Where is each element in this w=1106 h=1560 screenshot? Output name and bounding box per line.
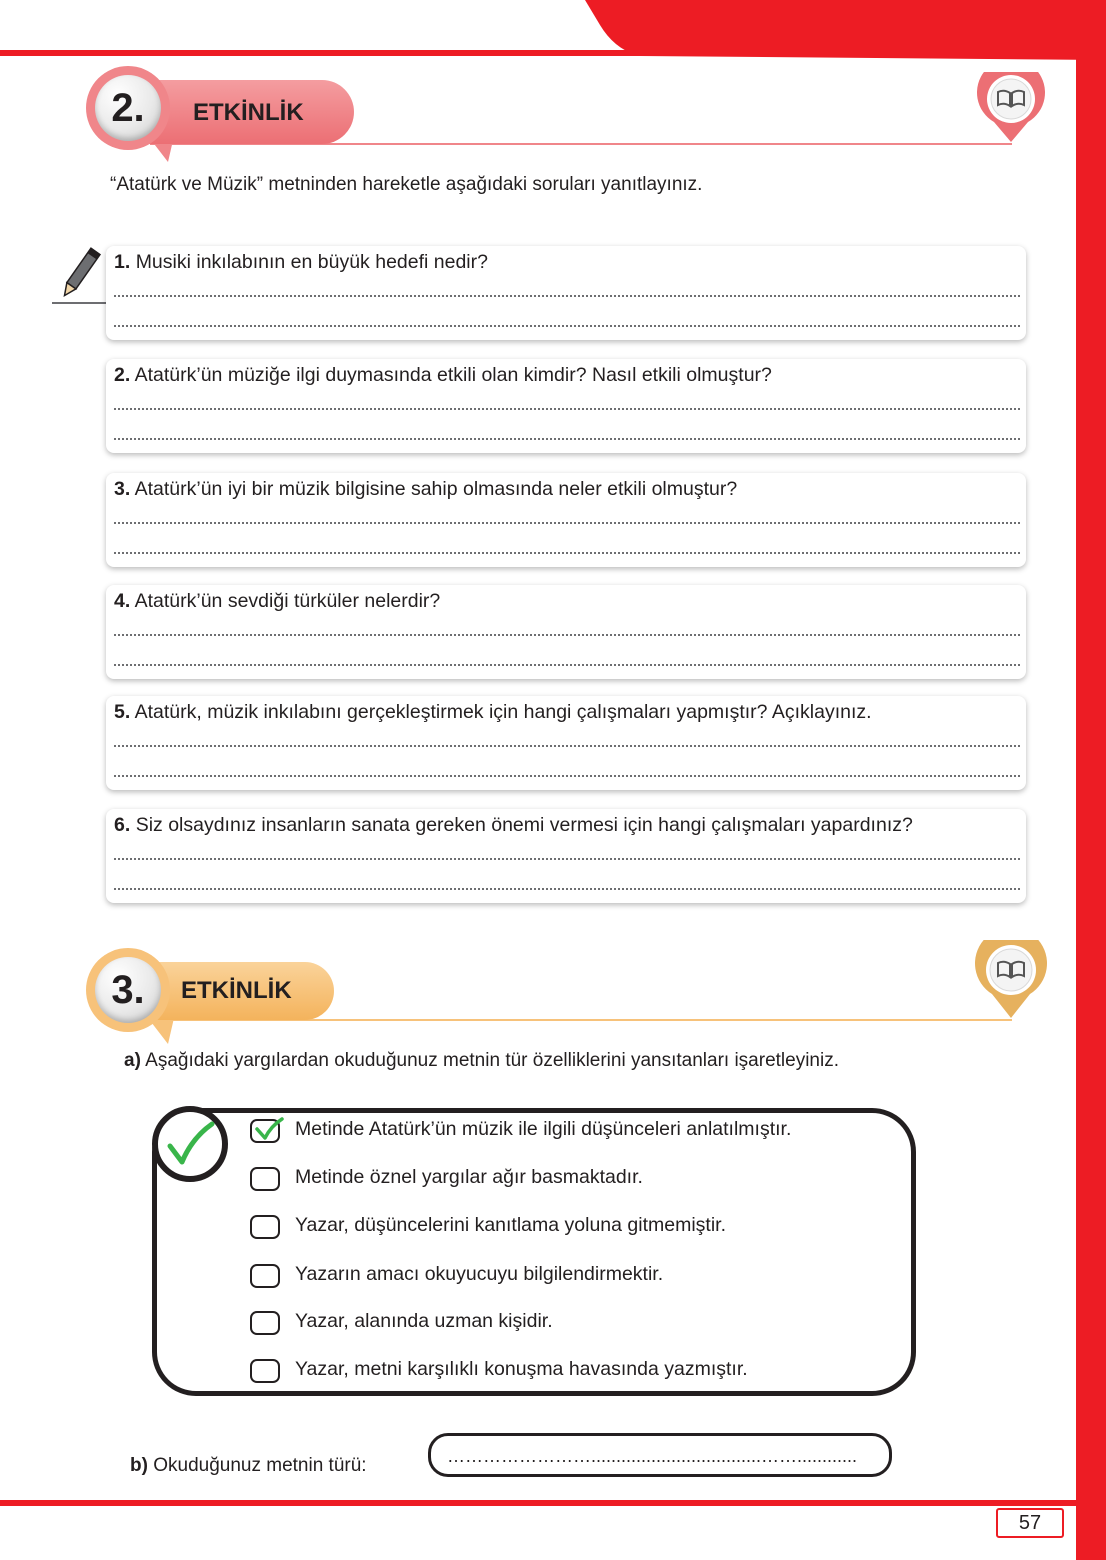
activity-3-badge [86, 948, 170, 1032]
question-text: Atatürk’ün müziğe ilgi duymasında etkili olan kimdir? Nasıl etkili olmuştur? [134, 364, 772, 386]
answer-line[interactable] [114, 522, 1020, 524]
question-box-3 [106, 473, 1026, 567]
right-border-bar [1076, 0, 1106, 1560]
question-number: 3. [114, 478, 131, 500]
checklist-item-text: Metinde öznel yargılar ağır basmaktadır. [295, 1166, 643, 1188]
answer-line[interactable] [114, 325, 1020, 327]
question-box-2 [106, 359, 1026, 453]
checklist-item-text: Yazar, metni karşılıklı konuşma havasında yazmıştır. [295, 1358, 748, 1380]
check-mark-icon [254, 1117, 284, 1143]
question-text: Atatürk, müzik inkılabını gerçekleştirmek için hangi çalışmaları yapmıştır? Açıklayınız. [134, 701, 872, 723]
pencil-icon [50, 246, 108, 306]
activity-3-title: ETKİNLİK [181, 977, 292, 1004]
question-number: 5. [114, 701, 131, 723]
question-number: 4. [114, 590, 131, 612]
checklist-item-text: Yazar, düşüncelerini kanıtlama yoluna gitmemiştir. [295, 1214, 727, 1236]
question-text: Atatürk’ün sevdiği türküler nelerdir? [134, 590, 441, 612]
check-mark-icon [158, 1112, 222, 1176]
checkbox[interactable] [250, 1264, 280, 1288]
checkbox-checked[interactable] [250, 1119, 280, 1143]
book-pin-icon [974, 72, 1048, 144]
question-number: 6. [114, 814, 131, 836]
checkbox[interactable] [250, 1215, 280, 1239]
answer-line[interactable] [114, 858, 1020, 860]
part-b-prefix: b) [130, 1455, 148, 1476]
activity-2-header [86, 66, 366, 166]
question-box-6 [106, 809, 1026, 903]
part-b-question [130, 1455, 367, 1477]
checkbox[interactable] [250, 1359, 280, 1383]
question-text: Atatürk’ün iyi bir müzik bilgisine sahip olmasında neler etkili olmuştur? [134, 478, 738, 500]
activity-2-badge [86, 66, 170, 150]
question-text: Musiki inkılabının en büyük hedefi nedir? [135, 251, 488, 273]
question-text: Siz olsaydınız insanların sanata gereken önemi vermesi için hangi çalışmaları yapardınız? [135, 814, 913, 836]
question-box-4 [106, 585, 1026, 679]
answer-line[interactable] [114, 295, 1020, 297]
activity-3-number: 3. [111, 968, 145, 1012]
activity-2-instruction: “Atatürk ve Müzik” metninden hareketle aşağıdaki soruları yanıtlayınız. [110, 174, 703, 195]
checkbox[interactable] [250, 1311, 280, 1335]
answer-line[interactable] [114, 745, 1020, 747]
activity-3-header [86, 948, 366, 1048]
question-box-1 [106, 246, 1026, 340]
answer-line[interactable] [114, 664, 1020, 666]
answer-line[interactable] [114, 408, 1020, 410]
activity-2-number: 2. [111, 86, 145, 130]
bottom-border-line [0, 1500, 1090, 1506]
example-check-badge [152, 1106, 228, 1182]
checkbox[interactable] [250, 1167, 280, 1191]
answer-line[interactable] [114, 775, 1020, 777]
question-box-5 [106, 696, 1026, 790]
part-a-instruction: Aşağıdaki yargılardan okuduğunuz metnin tür özelliklerini yansıtanları işaretleyiniz. [145, 1050, 840, 1071]
checklist-item-text: Yazar, alanında uzman kişidir. [295, 1310, 553, 1332]
checklist-item-text: Metinde Atatürk’ün müzik ile ilgili düşünceleri anlatılmıştır. [295, 1118, 792, 1140]
activity-2-title: ETKİNLİK [193, 99, 304, 126]
question-number: 2. [114, 364, 131, 386]
answer-line[interactable] [114, 634, 1020, 636]
answer-line[interactable] [114, 552, 1020, 554]
checklist-item-text: Yazarın amacı okuyucuyu bilgilendirmektir. [295, 1263, 664, 1285]
part-a-prefix: a) [124, 1050, 141, 1071]
activity-3-instruction-a [124, 1050, 839, 1072]
page-number: 57 [996, 1508, 1064, 1538]
question-number: 1. [114, 251, 131, 273]
genre-answer-dots: ……………………..................................……............ [447, 1446, 858, 1466]
answer-line[interactable] [114, 438, 1020, 440]
top-border-line [0, 50, 1090, 56]
checklist-frame [152, 1108, 916, 1396]
book-pin-icon [974, 940, 1048, 1020]
part-b-label: Okuduğunuz metnin türü: [153, 1455, 367, 1476]
genre-answer-field[interactable] [428, 1433, 892, 1477]
answer-line[interactable] [114, 888, 1020, 890]
